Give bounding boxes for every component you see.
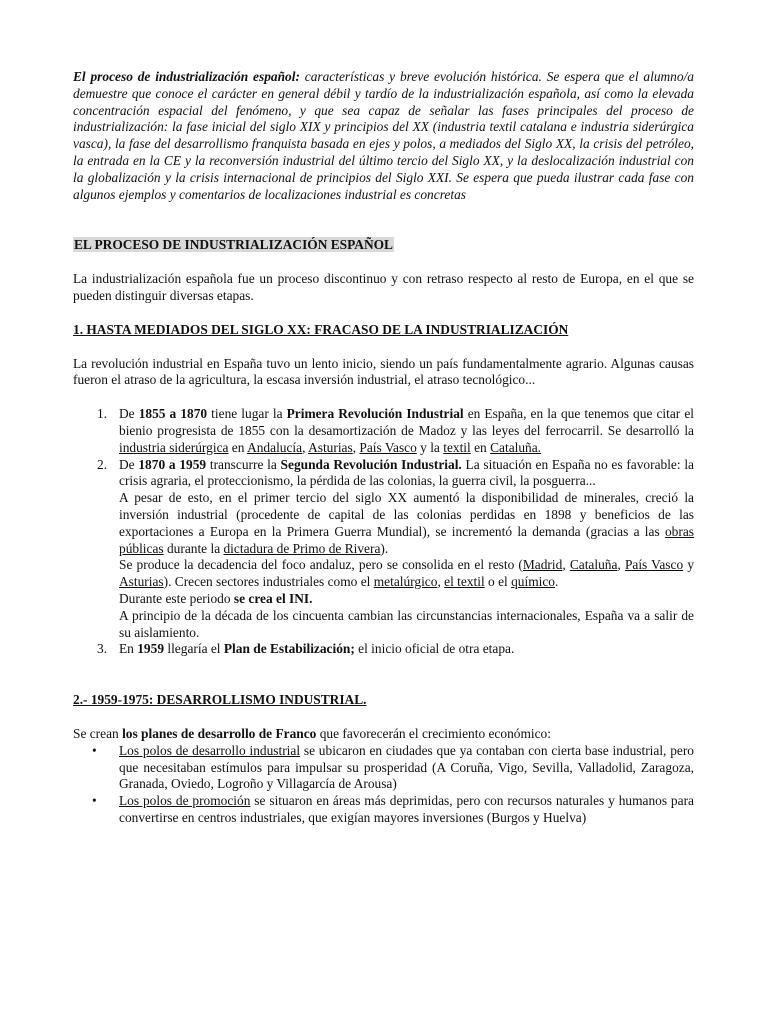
text: en España, en la que tenemos que citar el bienio progresista de 1855 con la desamortización de Madoz y las leyes del ferrocarril. Se desarrolló la [119,406,694,438]
list-number: 3. [97,641,108,657]
text: De [119,456,139,472]
text: que favorecerán el crecimiento económico: [316,725,551,741]
intro-text: características y breve evolución histórica. Se espera que el alumno/a demuestre que conoce el carácter en general débil y tardío de la industrialización española, así como la elevada concentración espacial del fenómeno, y que sea capaz de señalar las fases principales del proceso de industrialización: la fase inicial del siglo XIX y principios del XX (industria textil catalana e industria siderúrgica vasca), la fase del desarrollismo franquista basada en ejes y polos, a mediados del Siglo XX, la crisis del petróleo, la entrada en la CE y la reconversión industrial del último tercio del Siglo XX, y la deslocalización industrial con la globalización y la crisis internacional de principios del Siglo XXI. Se espera que pueda ilustrar cada fase con algunos ejemplos y comentarios de localizaciones industrial es concretas [73,69,694,202]
bold-text: los planes de desarrollo de Franco [122,725,317,741]
text: ). [380,540,389,556]
main-paragraph: La industrialización española fue un proceso discontinuo y con retraso respecto al resto de Europa, en el que se pueden distinguir diversas etapas. [73,271,694,303]
link-asturias[interactable]: Asturias [119,574,164,590]
link-polos-de-promocion[interactable]: Los polos de promoción [119,793,251,809]
link-industria-siderurgica[interactable]: industria siderúrgica [119,439,229,455]
link-asturias[interactable]: Asturias [308,439,353,455]
text: . [555,574,559,590]
intro-lead: El proceso de industrialización español: [73,69,300,84]
main-heading-row [73,237,694,254]
bold-text: 1959 [137,641,165,657]
list-item [97,456,695,642]
link-obras-publicas[interactable]: obras públicas [119,523,694,556]
section1-paragraph: La revolución industrial en España tuvo un lento inicio, siendo un país fundamentalmente agrario. Algunas causas fueron el atraso de la agricultura, la escasa inversión industrial, el atraso tecnológico... [73,355,694,388]
text: La situación en España no es favorable: la crisis agraria, el proteccionismo, la pérdida de las colonias, la guerra civil, la posguerra... [119,456,695,489]
bold-text: Segunda Revolución Industrial. [280,456,462,472]
link-madrid[interactable]: Madrid [522,557,563,573]
link-textil[interactable]: textil [443,439,471,455]
list-item [92,793,694,827]
bullet-icon: • [92,793,97,809]
text: o el [484,574,512,590]
link-quimico[interactable]: químico [511,574,555,590]
section2-bullet-list [73,743,694,827]
text: tiene lugar la [207,406,287,422]
text: De [119,406,139,422]
section2-paragraph [73,726,694,743]
link-cataluna[interactable]: Cataluña [569,557,618,573]
text: , [617,557,625,573]
list-number: 2. [97,456,108,472]
bullet-icon: • [92,742,97,758]
list-item [97,641,694,658]
text: En [119,641,138,657]
main-heading: EL PROCESO DE INDUSTRIALIZACIÓN ESPAÑOL [74,237,393,253]
list-number: 1. [97,406,108,422]
link-el-textil[interactable]: el textil [444,574,485,590]
text: durante la [163,540,224,556]
list-item [97,406,694,456]
text: transcurre la [206,456,281,472]
section1-heading: 1. HASTA MEDIADOS DEL SIGLO XX: FRACASO DE LA INDUSTRIALIZACIÓN [73,321,569,337]
text: se ubicaron en ciudades que ya contaban con cierta base industrial, pero que necesitaban estímulos para impulsar su prosperidad (A Coruña, Vigo, Sevilla, Valladolid, Zaragoza, Granada, Oviedo, Logroño y Villagarcía de Arousa) [119,742,694,792]
text: , [302,439,309,455]
intro-paragraph [73,69,694,203]
text: Durante este periodo [119,590,234,606]
section1-heading-row [73,322,694,339]
link-metalurgico[interactable]: metalúrgico [373,574,438,590]
text: se situaron en áreas más deprimidas, pero con recursos naturales y humanos para convertirse en centros industriales, que exigían mayores inversiones (Burgos y Huelva) [119,793,694,825]
link-dictadura-primo-de-rivera[interactable]: dictadura de Primo de Rivera [223,540,381,556]
text: el inicio oficial de otra etapa. [354,641,515,657]
text: y [683,557,695,573]
bold-text: 1870 a 1959 [138,456,207,472]
text: , [437,574,445,590]
link-cataluna[interactable]: Cataluña. [490,439,542,455]
section2-heading-row [73,692,694,709]
link-pais-vasco[interactable]: País Vasco [359,439,417,455]
bold-text: 1855 a 1870 [138,406,208,422]
section1-list [73,406,694,658]
text: ). Crecen sectores industriales como el [163,574,374,590]
text: en [228,439,248,455]
bold-text: Plan de Estabilización; [223,641,355,657]
link-andalucia[interactable]: Andalucía [247,439,303,455]
text: y la [416,439,444,455]
text: Se produce la decadencia del foco andaluz, pero se consolida en el resto ( [119,557,523,573]
bold-text: se crea el INI. [233,590,313,606]
text: , [562,557,570,573]
text: en [470,439,491,455]
text: A pesar de esto, en el primer tercio del siglo XX aumentó la disponibilidad de minerales, creció la inversión industrial (procedente de capital de las colonias perdidas en 1898 y beneficios de las exportaciones a Europa en la Primera Guerra Mundial), se incrementó la demanda (gracias a las [119,490,694,539]
link-pais-vasco[interactable]: País Vasco [624,557,684,573]
text: llegaría el [164,641,224,657]
text: A principio de la década de los cincuenta cambian las circunstancias internacionales, España va a salir de su aislamiento. [119,607,694,640]
link-polos-de-desarrollo[interactable]: Los polos de desarrollo industrial [119,742,301,758]
bold-text: Primera Revolución Industrial [286,406,464,422]
text: , [352,439,360,455]
text: Se crean [73,725,123,741]
list-item [92,742,694,793]
section2-heading: 2.- 1959-1975: DESARROLLISMO INDUSTRIAL. [73,692,367,708]
